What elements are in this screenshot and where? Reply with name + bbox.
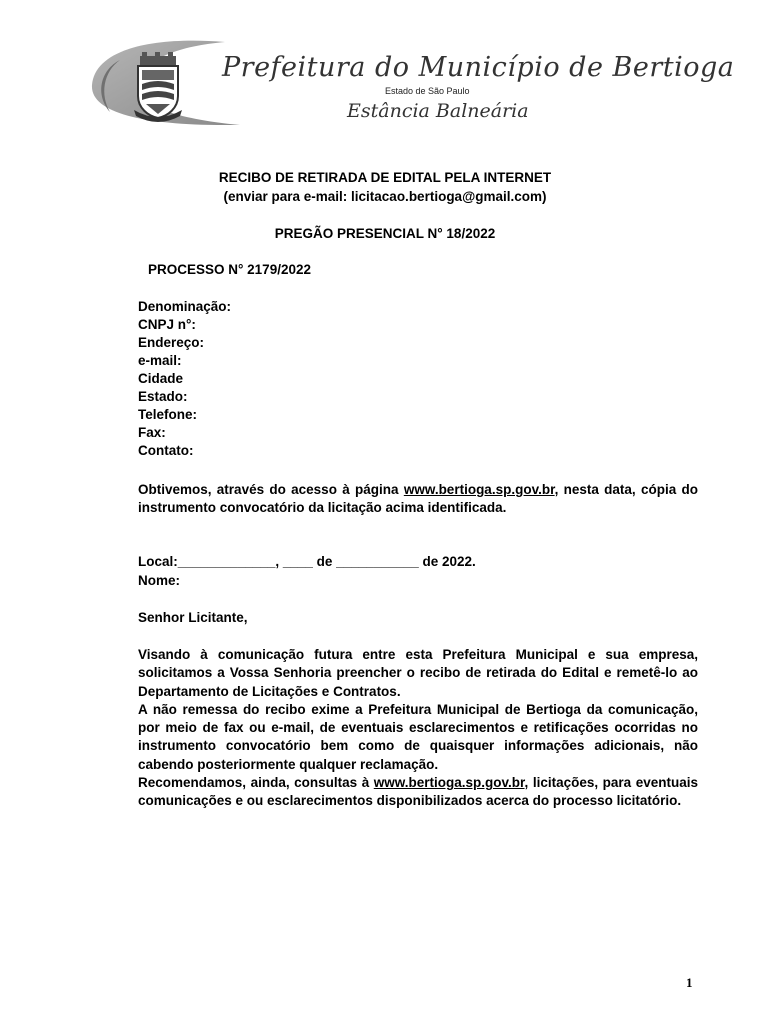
paragraph-3-end: , licitações, para eventuais comunicações e ou esclarecimentos disponibilizados acerca do processo licitatório.: [138, 775, 698, 809]
document-heading: RECIBO DE RETIRADA DE EDITAL PELA INTERNET: [218, 170, 552, 185]
obtivemos-paragraph: [138, 481, 698, 518]
document-subheading: (enviar para e-mail: licitacao.bertioga@gmail.com): [223, 189, 547, 204]
page-number: 1: [686, 975, 693, 990]
paragraph-1: Visando à comunicação futura entre esta Prefeitura Municipal e sua empresa, solicitamos a Vossa Senhoria preencher o recibo de retirada do Edital e remetê-lo ao Departamento de Licitações e Contratos.: [138, 647, 698, 699]
field-estado: Estado:: [138, 389, 188, 404]
field-telefone: Telefone:: [138, 407, 198, 422]
body-paragraphs: [138, 646, 698, 811]
processo-number: PROCESSO N° 2179/2022: [148, 262, 311, 277]
municipality-title: Prefeitura do Município de Bertioga: [222, 52, 735, 83]
field-contato: Contato:: [138, 443, 194, 458]
letterhead: [0, 0, 770, 140]
obtivemos-text-end: , nesta data, cópia do instrumento convocatório da licitação acima identificada.: [138, 482, 699, 516]
website-link-2[interactable]: www.bertioga.sp.gov.br: [373, 775, 525, 791]
pregao-number: PREGÃO PRESENCIAL N° 18/2022: [274, 226, 496, 241]
state-label: Estado de São Paulo: [385, 86, 470, 96]
field-denominacao: Denominação:: [138, 299, 232, 314]
obtivemos-text-start: Obtivemos, através do acesso à página: [138, 482, 404, 497]
paragraph-3-start: Recomendamos, ainda, consultas à: [138, 775, 374, 791]
municipality-subtitle: Estância Balneária: [347, 100, 529, 122]
field-endereco: Endereço:: [138, 335, 205, 350]
website-link[interactable]: www.bertioga.sp.gov.br: [403, 482, 555, 497]
greeting: Senhor Licitante,: [138, 610, 248, 625]
field-cidade: Cidade: [138, 371, 184, 386]
field-email: e-mail:: [138, 353, 182, 368]
field-cnpj: CNPJ n°:: [138, 317, 196, 332]
nome-line: Nome:: [138, 573, 181, 588]
local-date-line: Local:_____________, ____ de ___________ de 2022.: [138, 554, 476, 569]
paragraph-2: A não remessa do recibo exime a Prefeitura Municipal de Bertioga da comunicação, por meio de fax ou e-mail, de eventuais esclarecimentos e retificações ocorridas no instrumento convocatório bem como de quaisquer informações adicionais, não cabendo posteriormente qualquer reclamação.: [138, 701, 698, 772]
paragraph-3: [138, 774, 698, 811]
field-fax: Fax:: [138, 425, 166, 440]
